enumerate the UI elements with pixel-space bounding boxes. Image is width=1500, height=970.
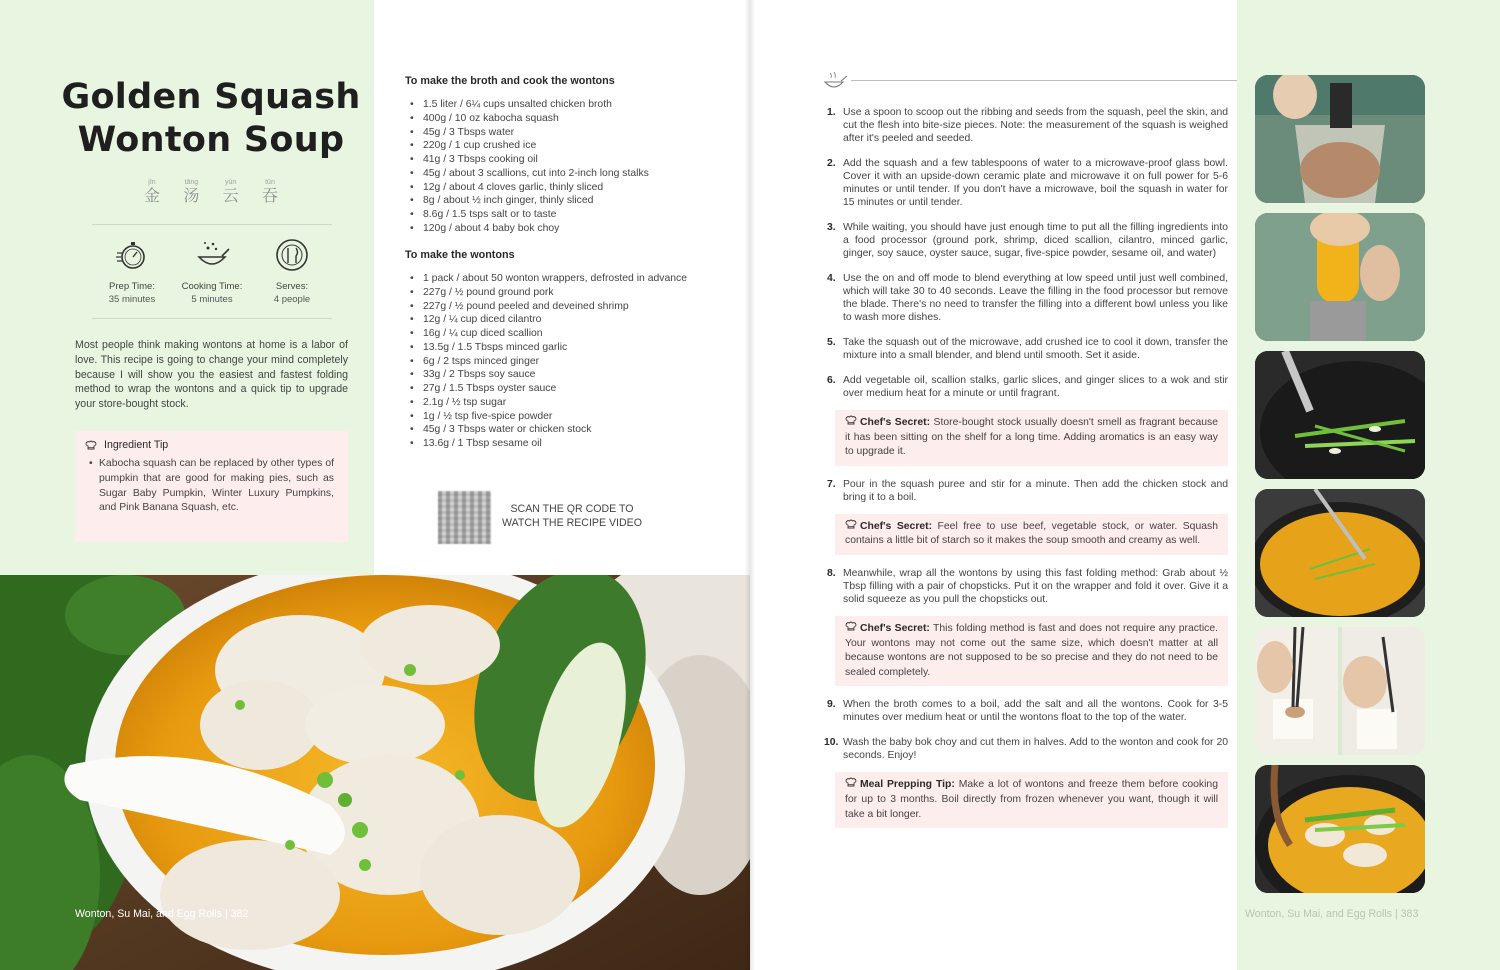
step-photo-food-processor	[1255, 75, 1425, 203]
ingredient-list	[405, 272, 695, 451]
wok-icon	[194, 237, 230, 273]
tip-heading: Ingredient Tip	[85, 439, 338, 451]
chef-hat-icon	[85, 440, 97, 451]
ingredient-item: • 13.6g / 1 Tbsp sesame oil	[423, 437, 695, 451]
ingredient-item: • 8.6g / 1.5 tsps salt or to taste	[423, 208, 695, 222]
step-9: 9. When the broth comes to a boil, add the salt and all the wontons. Cook for 3-5 minutes over medium heat or until the wontons float to the top of the water.	[827, 699, 1228, 724]
page-footer: Wonton, Su Mai, and Egg Rolls | 382	[75, 908, 249, 920]
ingredient-item: • 16g / ¼ cup diced scallion	[423, 327, 695, 341]
chinese-char: tūn 吞	[261, 179, 278, 205]
step-photo-finished-soup	[1255, 765, 1425, 893]
ingredient-item: • 220g / 1 cup crushed ice	[423, 139, 695, 153]
meal-prep-tip-box: Meal Prepping Tip: Make a lot of wontons and freeze them before cooking for up to 3 months. Boil directly from frozen whenever you want, though it will take a bit longer.	[835, 772, 1228, 828]
divider	[92, 318, 332, 319]
ingredient-item: • 41g / 3 Tbsps cooking oil	[423, 153, 695, 167]
chef-hat-icon	[845, 777, 857, 788]
ingredient-item: • 2.1g / ½ tsp sugar	[423, 396, 695, 410]
step-7: 7. Pour in the squash puree and stir for a minute. Then add the chicken stock and bring it to a boil.	[827, 478, 1228, 503]
serves-stat	[252, 237, 332, 306]
book-gutter	[745, 0, 755, 970]
stopwatch-icon	[114, 237, 150, 273]
chef-hat-icon	[845, 415, 857, 426]
stat-value: 5 minutes	[191, 294, 233, 305]
tip-list	[85, 457, 338, 516]
step-2: 2. Add the squash and a few tablespoons of water to a microwave-proof glass bowl. Cover it with an upside-down ceramic plate and microwave it on full power for 5-6 minutes or until tender. If you don't have a microwave, boil the squash in water for 15 minutes or until tender.	[827, 158, 1228, 208]
ingredient-item: • 1 pack / about 50 wonton wrappers, defrosted in advance	[423, 272, 695, 286]
ingredient-item: • 1g / ½ tsp five-spice powder	[423, 410, 695, 424]
page-footer: Wonton, Su Mai, and Egg Rolls | 383	[1245, 908, 1419, 920]
ingredient-item: • 13.5g / 1.5 Tbsps minced garlic	[423, 341, 695, 355]
wonton-ingredients	[405, 249, 695, 451]
qr-caption: SCAN THE QR CODE TO WATCH THE RECIPE VIDEO	[502, 503, 642, 529]
plate-icon	[274, 237, 310, 273]
recipe-stats	[92, 237, 332, 306]
intro-paragraph: Most people think making wontons at home is a labor of love. This recipe is going to change your mind completely because I will show you the easiest and fastest folding method to wrap the wontons and a quick tip to upgrade your store-bought stock.	[75, 339, 348, 411]
broth-ingredients	[405, 75, 695, 236]
step-10: 10. Wash the baby bok choy and cut them in halves. Add to the wonton and cook for 20 seconds. Enjoy!	[824, 737, 1228, 762]
step-3: 3. While waiting, you should have just enough time to put all the filling ingredients into a food processor (ground pork, shrimp, diced scallion, cilantro, minced garlic, ginger, soy sauce, oyster sauce, sugar, five-spice powder, sesame oil, and water)	[827, 222, 1228, 259]
chinese-char: jīn 金	[143, 179, 160, 205]
ingredient-item: • 6g / 2 tsps minced ginger	[423, 355, 695, 369]
ingredient-item: • 1.5 liter / 6¼ cups unsalted chicken broth	[423, 98, 695, 112]
divider	[92, 224, 332, 225]
wok-icon	[822, 70, 848, 92]
ingredient-item: • 45g / 3 Tbsps water	[423, 126, 695, 140]
stat-value: 35 minutes	[108, 294, 156, 305]
right-page	[750, 0, 1500, 970]
ingredient-item: • 227g / ½ pound peeled and deveined shrimp	[423, 300, 695, 314]
cooking-time-stat	[172, 237, 252, 306]
stat-label: Prep Time:	[109, 281, 155, 292]
ingredient-item: • 400g / 10 oz kabocha squash	[423, 112, 695, 126]
step-photo-folding	[1255, 627, 1425, 755]
instructions	[824, 106, 1228, 840]
ingredient-list	[405, 98, 695, 236]
ingredient-item: • 45g / about 3 scallions, cut into 2-inch long stalks	[423, 167, 695, 181]
prep-time-stat	[92, 237, 172, 306]
ingredient-item: • 120g / about 4 baby bok choy	[423, 222, 695, 236]
ingredient-tip-box	[75, 431, 348, 542]
step-8: 8. Meanwhile, wrap all the wontons by using this fast folding method: Grab about ½ Tbsp filling with a pair of chopsticks. Put it on the wrapper and fold it over. Give it a solid squeeze as you pull the chopsticks out.	[827, 567, 1228, 605]
chefs-secret-box: Chef's Secret: This folding method is fast and does not require any practice. Your wontons may not come out the same size, which doesn't matter at all because wontons are not supposed to be so precise and they do not need to be sealed completely.	[835, 616, 1228, 686]
step-6: 6. Add vegetable oil, scallion stalks, garlic slices, and ginger slices to a wok and stir over medium heat for a minute or until fragrant.	[827, 375, 1228, 399]
chinese-char: tāng 汤	[183, 179, 200, 205]
chinese-name	[140, 178, 282, 205]
step-photo-wok-aromatics	[1255, 351, 1425, 479]
chinese-char: yún 云	[222, 179, 239, 205]
stat-label: Serves:	[275, 281, 309, 292]
chefs-secret-box: Chef's Secret: Store-bought stock usually doesn't smell as fragrant because it has been sitting on the shelf for a long time. Adding aromatics is an easy way to upgrade it.	[835, 410, 1228, 466]
qr-code[interactable]	[438, 491, 491, 544]
ingredient-item: • 12g / ¼ cup diced cilantro	[423, 313, 695, 327]
step-photo-wok-broth	[1255, 489, 1425, 617]
divider	[851, 80, 1237, 81]
chef-hat-icon	[845, 519, 857, 530]
ingredient-item: • 33g / 2 Tbsps soy sauce	[423, 368, 695, 382]
chefs-secret-box: Chef's Secret: Feel free to use beef, vegetable stock, or water. Squash contains a little bit of starch so it makes the soup smooth and creamy as well.	[835, 514, 1228, 555]
ingredient-item: • 8g / about ½ inch ginger, thinly sliced	[423, 194, 695, 208]
step-5: 5. Take the squash out of the microwave, add crushed ice to cool it down, transfer the mixture into a small blender, and blend until smooth. Set it aside.	[827, 337, 1228, 361]
step-photo-blender	[1255, 213, 1425, 341]
chef-hat-icon	[845, 621, 857, 632]
section-heading: To make the wontons	[405, 249, 515, 261]
section-heading: To make the broth and cook the wontons	[405, 75, 615, 87]
page-title: Golden Squash Wonton Soup	[61, 77, 361, 160]
step-4: 4. Use the on and off mode to blend everything at low speed until just well combined, which will take 30 to 40 seconds. Leave the filling in the food processor but remove the blade. There's no need to transfer the filling into a different bowl unless you like to wash more dishes.	[827, 273, 1228, 323]
ingredient-item: • 45g / 3 Tbsps water or chicken stock	[423, 423, 695, 437]
ingredient-item: • 27g / 1.5 Tbsps oyster sauce	[423, 382, 695, 396]
step-1: 1. Use a spoon to scoop out the ribbing and seeds from the squash, peel the skin, and cut the flesh into bite-size pieces. Note: the measurement of the squash is weighed after it's peeled and seeded.	[827, 107, 1228, 144]
stat-value: 4 people	[273, 294, 311, 305]
ingredient-item: • 227g / ½ pound ground pork	[423, 286, 695, 300]
stat-label: Cooking Time:	[181, 281, 243, 292]
list-item: • Kabocha squash can be replaced by other types of pumpkin that are good for making pies, such as Sugar Baby Pumpkin, Winter Luxury Pumpkins, and Pink Banana Squash, etc.	[99, 457, 338, 516]
ingredient-item: • 12g / about 4 cloves garlic, thinly sliced	[423, 181, 695, 195]
